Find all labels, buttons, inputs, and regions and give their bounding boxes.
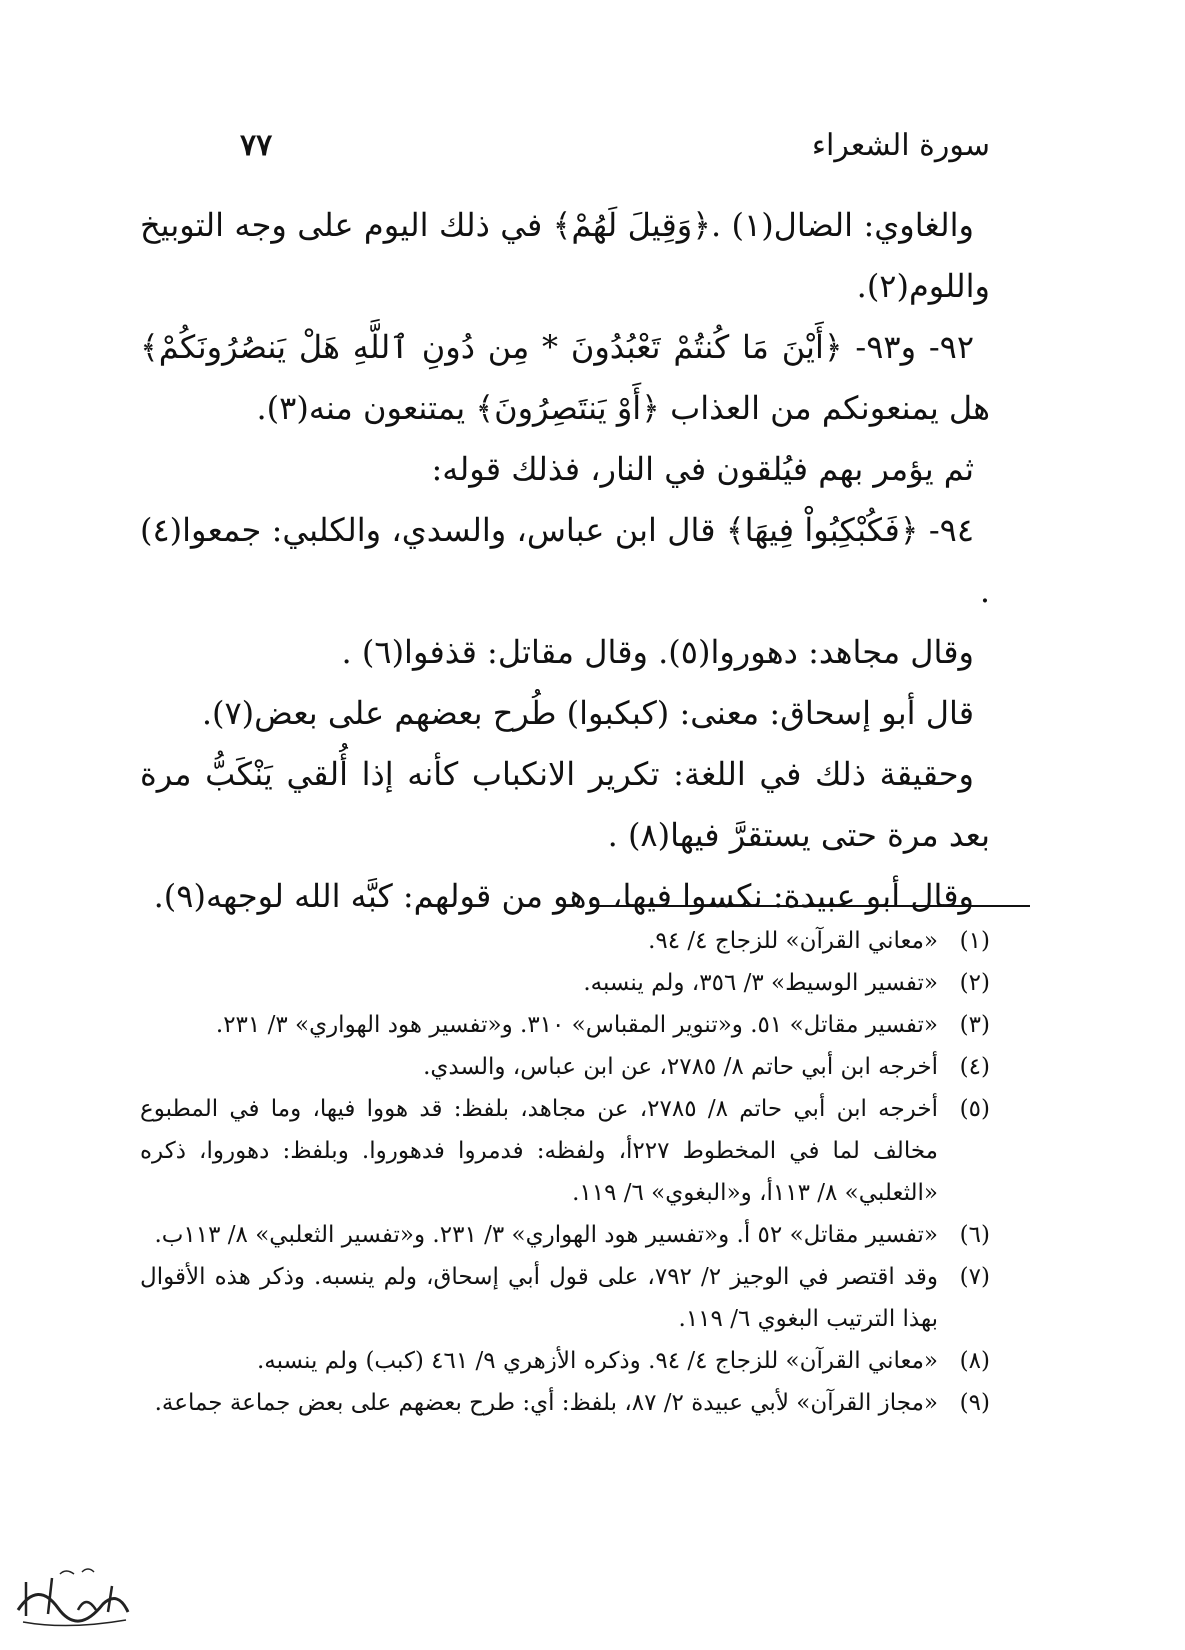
footnote — [140, 1382, 990, 1424]
footnote-number: (٢) — [959, 970, 990, 996]
paragraph: وحقيقة ذلك في اللغة: تكرير الانكباب كأنه إذا أُلقي يَنْكَبُّ مرة بعد مرة حتى يستقرَّ فيها(٨) . — [140, 755, 990, 854]
page-number: ٧٧ — [240, 128, 273, 163]
paragraph: ٩٢- و٩٣- ﴿أَيْنَ مَا كُنتُمْ تَعْبُدُونَ * مِن دُونِ ٱللَّهِ هَلْ يَنصُرُونَكُمْ﴾ هل يمنعونكم من العذاب ﴿أَوْ يَنتَصِرُونَ﴾ يمتنعون منه(٣). — [140, 328, 990, 427]
paragraph: ٩٤- ﴿فَكُبْكِبُواْ فِيهَا﴾ قال ابن عباس، والسدي، والكلبي: جمعوا(٤) . — [140, 511, 990, 610]
paragraph: وقال مجاهد: دهوروا(٥). وقال مقاتل: قذفوا(٦) . — [341, 633, 974, 671]
footnote-text: «تفسير الوسيط» ٣/ ٣٥٦، ولم ينسبه. — [583, 970, 938, 996]
footnote-number: (٤) — [959, 1054, 990, 1080]
footnote-number: (٩) — [959, 1390, 990, 1416]
footnote-number: (٧) — [959, 1264, 990, 1290]
footnote — [140, 1214, 990, 1256]
main-text — [140, 195, 990, 927]
publisher-logo — [8, 1560, 138, 1638]
footnote-text: «تفسير مقاتل» ٥٢ أ. و«تفسير هود الهواري» ٣/ ٢٣١. و«تفسير الثعلبي» ٨/ ١١٣ب. — [154, 1222, 938, 1248]
footnote — [140, 1256, 990, 1340]
footnote — [140, 920, 990, 962]
footnote-text: «مجاز القرآن» لأبي عبيدة ٢/ ٨٧، بلفظ: أي: طرح بعضهم على بعض جماعة جماعة. — [154, 1390, 938, 1416]
footnote — [140, 1046, 990, 1088]
footnote — [140, 962, 990, 1004]
paragraph: ثم يؤمر بهم فيُلقون في النار، فذلك قوله: — [431, 450, 974, 488]
footnote-number: (١) — [959, 928, 990, 954]
paragraph: قال أبو إسحاق: معنى: (كبكبوا) طُرح بعضهم على بعض(٧). — [201, 694, 974, 732]
paragraph: والغاوي: الضال(١) .﴿وَقِيلَ لَهُمْ﴾ في ذلك اليوم على وجه التوبيخ واللوم(٢). — [140, 206, 990, 305]
footnote-number: (٦) — [959, 1222, 990, 1248]
page-header — [140, 128, 990, 168]
footnote-text: «معاني القرآن» للزجاج ٤/ ٩٤. — [648, 928, 938, 954]
footnote — [140, 1340, 990, 1382]
paragraph: وقال أبو عبيدة: نكسوا فيها، وهو من قولهم: كبَّه الله لوجهه(٩). — [153, 877, 974, 915]
footnote-number: (٥) — [959, 1096, 990, 1122]
footnote-divider — [590, 905, 1030, 907]
footnote — [140, 1088, 990, 1214]
surah-title: سورة الشعراء — [811, 128, 990, 163]
footnote-text: وقد اقتصر في الوجيز ٢/ ٧٩٢، على قول أبي إسحاق، ولم ينسبه. وذكر هذه الأقوال بهذا الترتيب البغوي ٦/ ١١٩. — [140, 1264, 938, 1332]
footnotes — [140, 920, 990, 1424]
footnote-text: «تفسير مقاتل» ٥١. و«تنوير المقباس» ٣١٠. و«تفسير هود الهواري» ٣/ ٢٣١. — [215, 1012, 938, 1038]
calligraphy-logo-icon — [8, 1560, 138, 1638]
footnote-number: (٨) — [959, 1348, 990, 1374]
footnote — [140, 1004, 990, 1046]
footnote-text: أخرجه ابن أبي حاتم ٨/ ٢٧٨٥، عن مجاهد، بلفظ: قد هووا فيها، وما في المطبوع مخالف لما في المخطوط ٢٢٧أ، ولفظه: فدمروا فدهوروا. وبلفظ: دهوروا، ذكره «الثعلبي» ٨/ ١١٣أ، و«البغوي» ٦/ ١١٩. — [140, 1096, 938, 1206]
footnote-text: أخرجه ابن أبي حاتم ٨/ ٢٧٨٥، عن ابن عباس، والسدي. — [423, 1054, 938, 1080]
footnote-text: «معاني القرآن» للزجاج ٤/ ٩٤. وذكره الأزهري ٩/ ٤٦١ (كبب) ولم ينسبه. — [256, 1348, 938, 1374]
footnote-number: (٣) — [959, 1012, 990, 1038]
